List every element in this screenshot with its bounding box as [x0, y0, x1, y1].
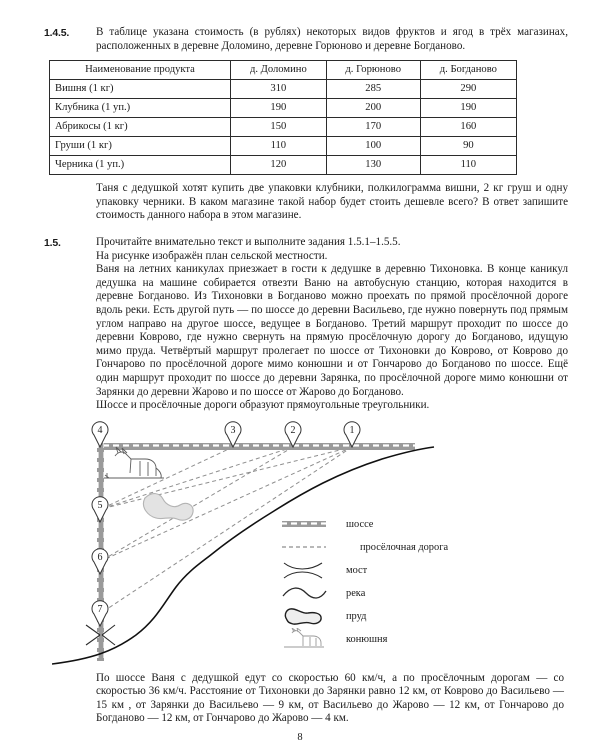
column-header-product: Наименование продукта: [50, 61, 231, 80]
task-figure-note-text: На рисунке изображён план сельской местности.: [96, 249, 328, 262]
cell-value: 150: [231, 118, 327, 137]
legend-item-river: [280, 582, 520, 605]
map-pin-label: 6: [97, 551, 103, 563]
column-header-bogdanovo: д. Богданово: [420, 61, 516, 80]
map-pin-label: 5: [97, 499, 103, 511]
column-header-goryunovo: д. Горюново: [326, 61, 420, 80]
map-legend: [280, 513, 520, 651]
table-row: [50, 156, 517, 175]
legend-label: конюшня: [346, 633, 388, 645]
stable-icon: [104, 447, 164, 478]
table-row: [50, 118, 517, 137]
map-pin-7[interactable]: [92, 600, 108, 625]
map-pin-label: 1: [349, 424, 355, 436]
bridge-icon: [280, 559, 336, 581]
table-row: [50, 80, 517, 99]
legend-item-pond: [280, 605, 520, 628]
task-1-4-5: [44, 26, 568, 53]
cell-value: 110: [231, 137, 327, 156]
legend-item-bridge: [280, 559, 520, 582]
task-question-content: [96, 182, 568, 223]
cell-value: 200: [326, 99, 420, 118]
task-number: 1.4.5.: [44, 27, 70, 39]
legend-item-highway: [280, 513, 520, 536]
rural-area-map-figure: [52, 421, 572, 666]
table-row: [50, 99, 517, 118]
map-pin-label: 4: [97, 424, 103, 436]
cell-value: 110: [420, 156, 516, 175]
map-pin-5[interactable]: [92, 496, 108, 521]
cell-value: 190: [231, 99, 327, 118]
highway-icon: [280, 513, 336, 535]
highway-horizontal: [97, 443, 415, 450]
map-pin-label: 7: [97, 603, 103, 615]
task-1-5: [44, 236, 568, 413]
task-story-text: Ваня на летних каникулах приезжает в гости к дедушке в деревню Тихоновка. В конце каникул дедушка на машине собирается отвезти Ваню на автобусную станцию, которая находится в деревне Богданово. Из Тихоновки в Богданово можно проехать по прямой просёлочной дороге вдоль реки. Есть другой путь — по шоссе до деревни Васильево, где нужно повернуть под прямым углом направо на другое шоссе, ведущее в Богданово. Третий маршрут проходит по шоссе до деревни Коврово, где нужно свернуть на прямую просёлочную дорогу до Богданово, идущую мимо пруда. Четвёртый маршрут пролегает по шоссе от Тихоновки до Коврово, от Коврово до Гончарово по просёлочной дороге мимо конюшни и от Гончарово до Богданово по шоссе. Ещё один маршрут проходит по шоссе до деревни Зарянка, по просёлочной дороге мимо конюшни от Зарянки до деревни Жарово и по шоссе от Жарово до Богданово.: [96, 263, 568, 398]
task-1-5-speeds-text: По шоссе Ваня с дедушкой едут со скоростью 60 км/ч, а по просёлочным дорогам — со скоростью 36 км/ч. Расстояние от Тихоновки до Зарянки равно 12 км, от Коврово до Васильево — 15 км , от Зарянки до Васильево — 9 км, от Васильево до Жарово — 12 км, от Гончарово до Богданово — 12 км, от Гончарово до Жарово — 4 км.: [96, 671, 564, 725]
cell-product: Вишня (1 кг): [50, 80, 231, 99]
cell-value: 160: [420, 118, 516, 137]
cell-product: Черника (1 уп.): [50, 156, 231, 175]
cell-value: 310: [231, 80, 327, 99]
cell-product: Абрикосы (1 кг): [50, 118, 231, 137]
legend-item-dirt-road: [280, 536, 520, 559]
map-pin-label: 2: [290, 424, 296, 436]
cell-value: 90: [420, 137, 516, 156]
task-content: [96, 236, 568, 413]
cell-value: 120: [231, 156, 327, 175]
task-1-4-5-question-block: [44, 182, 568, 223]
task-number-spacer: [44, 182, 96, 183]
price-table: [49, 60, 517, 175]
cell-value: 190: [420, 99, 516, 118]
dirt-road-icon: [280, 536, 336, 558]
task-geometry-note-text: Шоссе и просёлочные дороги образуют прямоугольные треугольники.: [96, 399, 430, 412]
table-header-row: [50, 61, 517, 80]
cell-value: 130: [326, 156, 420, 175]
cell-value: 290: [420, 80, 516, 99]
task-instruction-text: Прочитайте внимательно текст и выполните задания 1.5.1–1.5.5.: [96, 235, 401, 248]
task-question-text: Таня с дедушкой хотят купить две упаковки клубники, полкилограмма вишни, 2 кг груш и одну упаковку черники. В каком магазине такой набор будет стоить дешевле всего? В ответ запишите стоимость данного набора в этом магазине.: [96, 182, 568, 222]
cell-value: 170: [326, 118, 420, 137]
legend-label: мост: [346, 564, 368, 576]
cell-product: Клубника (1 уп.): [50, 99, 231, 118]
task-intro-text: В таблице указана стоимость (в рублях) некоторых видов фруктов и ягод в трёх магазинах, расположенных в деревне Доломино, деревне Горюново и деревне Богданово.: [96, 26, 568, 52]
task-content: [96, 26, 568, 53]
legend-label: шоссе: [346, 518, 374, 530]
stable-icon: [280, 628, 336, 650]
table-row: [50, 137, 517, 156]
map-pin-6[interactable]: [92, 548, 108, 573]
cell-product: Груши (1 кг): [50, 137, 231, 156]
legend-item-stable: [280, 628, 520, 651]
river-icon: [280, 582, 336, 604]
legend-label: река: [346, 587, 366, 599]
cell-value: 285: [326, 80, 420, 99]
page-number: 8: [297, 732, 303, 743]
map-pin-label: 3: [230, 424, 236, 436]
legend-label: просёлочная дорога: [360, 541, 449, 553]
pond-icon: [280, 605, 336, 627]
cell-value: 100: [326, 137, 420, 156]
legend-label: пруд: [346, 610, 367, 622]
column-header-dolomino: д. Доломино: [231, 61, 327, 80]
task-number: 1.5.: [44, 236, 61, 249]
pond-icon: [143, 493, 193, 520]
